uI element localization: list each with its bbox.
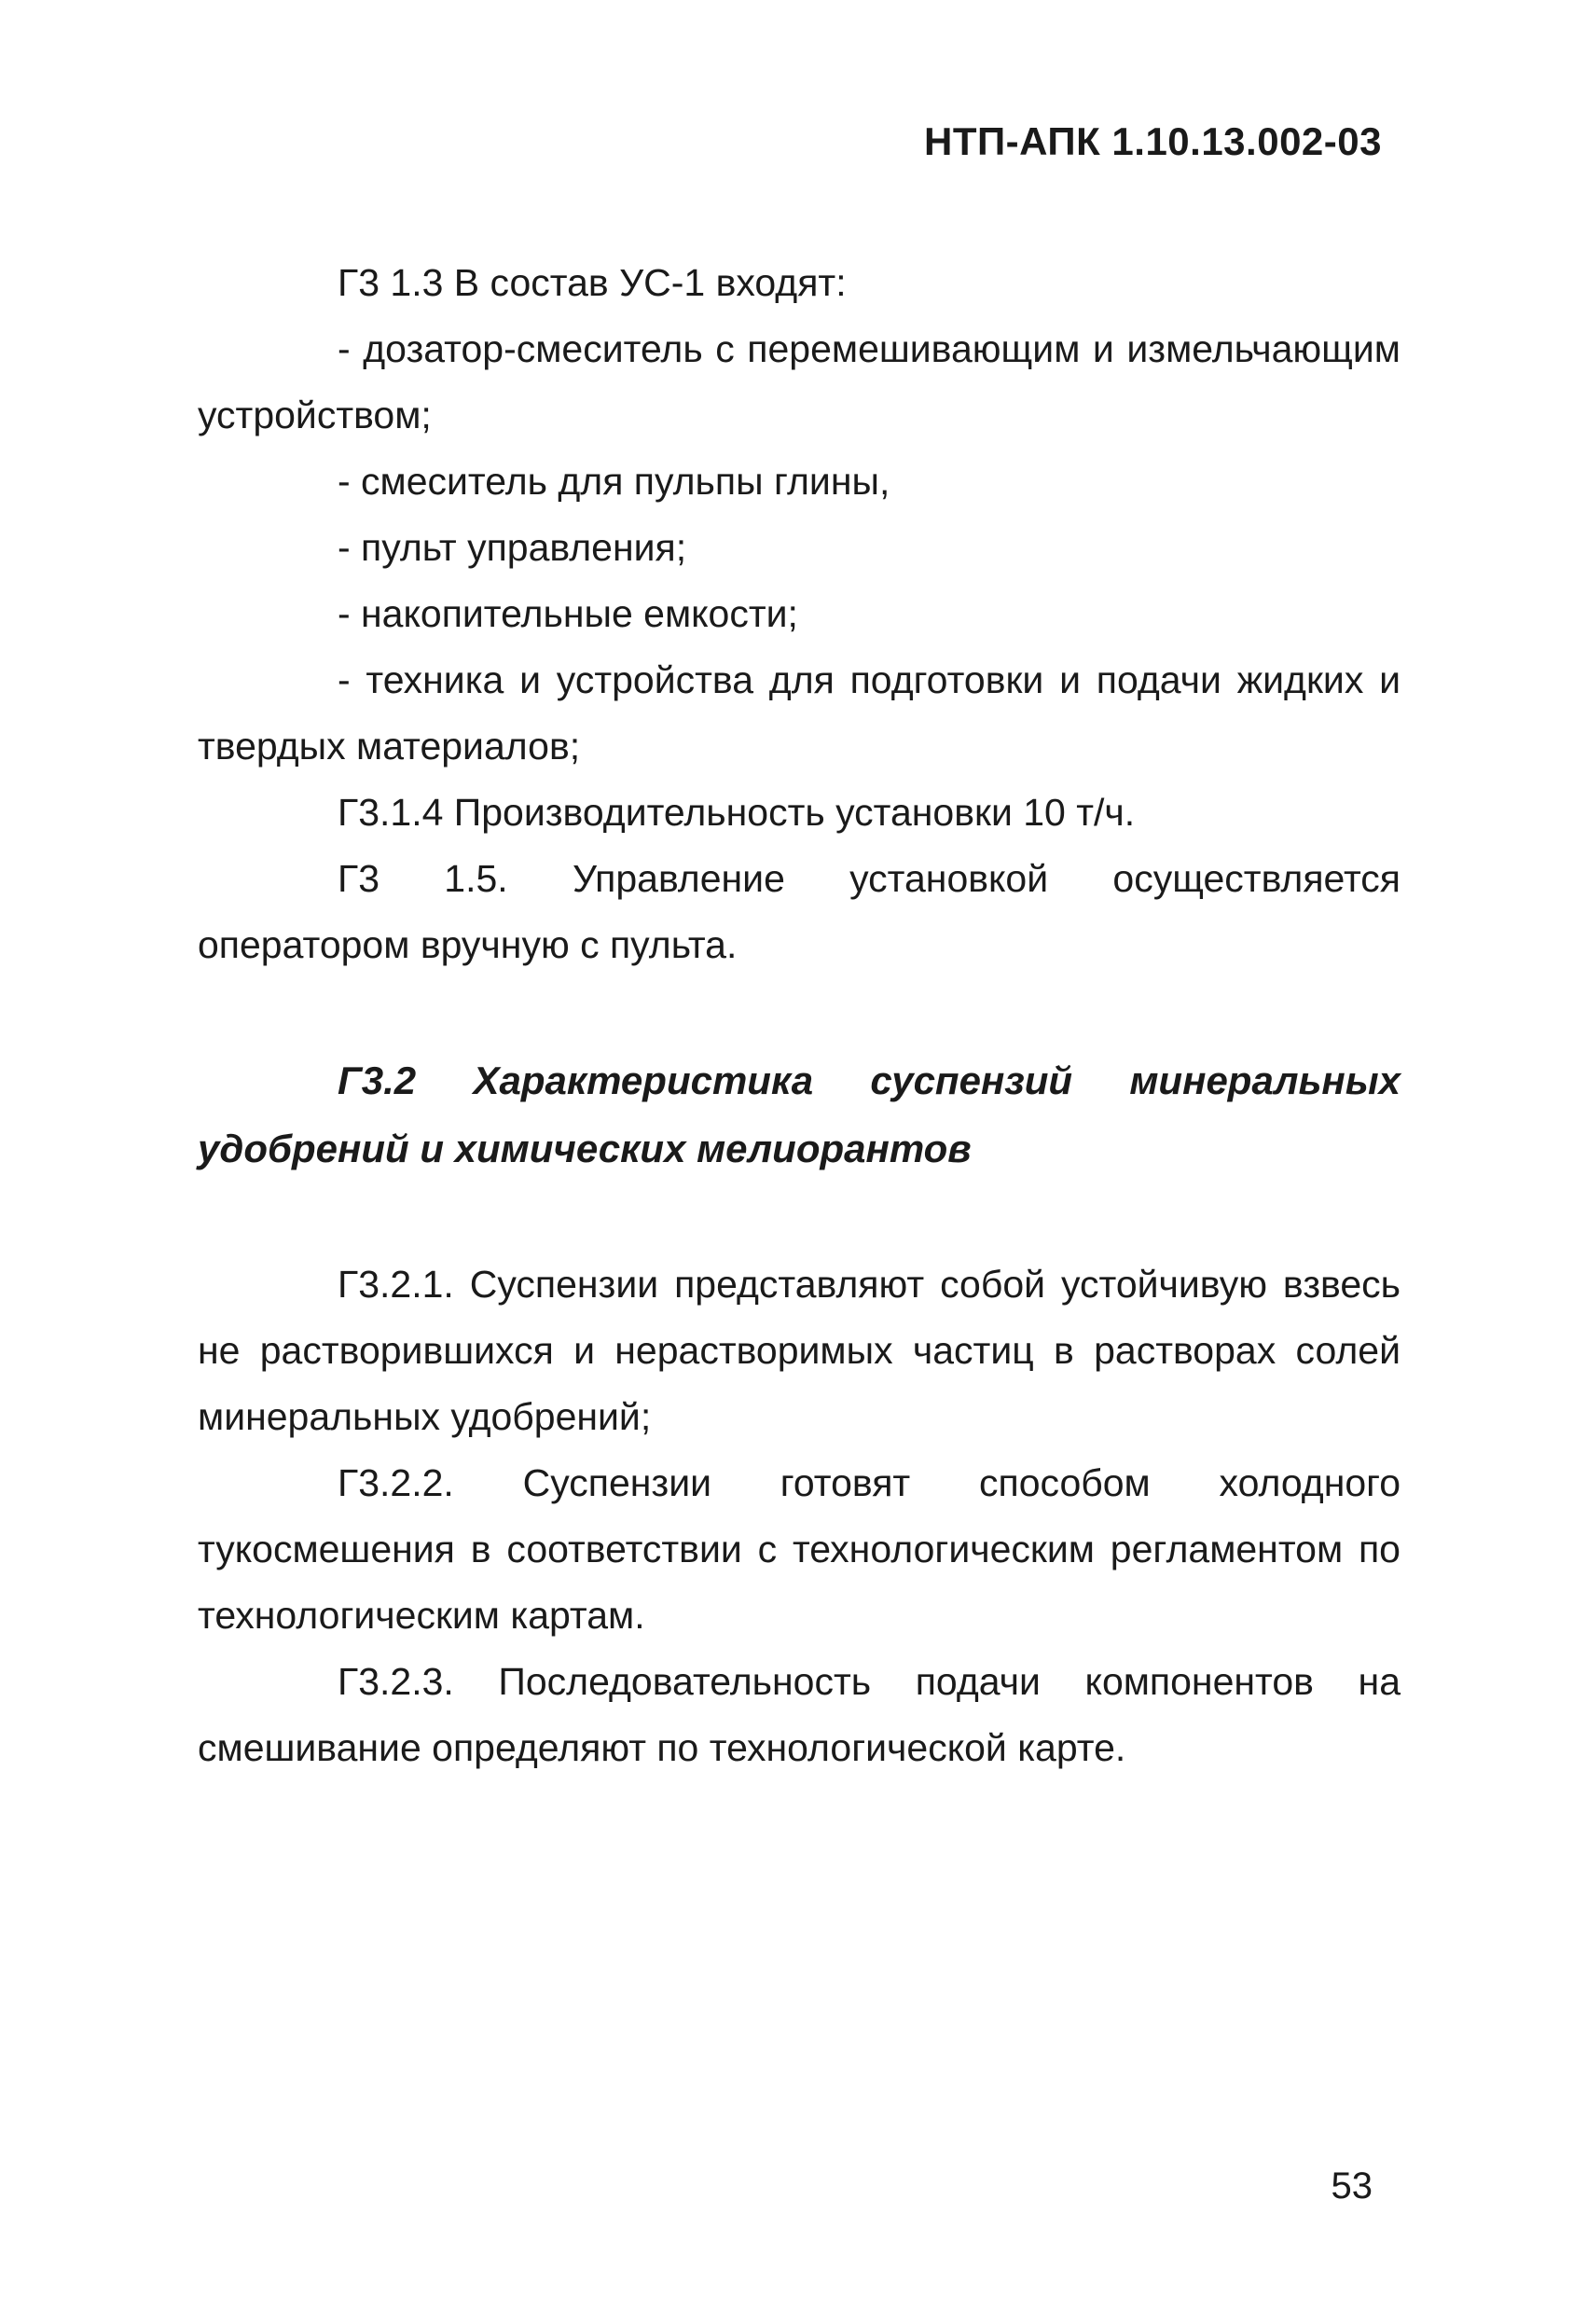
paragraph-g3-2-3: Г3.2.3. Последовательность подачи компонентов на смешивание определяют по технологической карте. — [198, 1660, 1401, 1769]
paragraph-g3-2-2: Г3.2.2. Суспензии готовят способом холодного тукосмешения в соответствии с технологическим регламентом по технологическим картам. — [198, 1461, 1401, 1637]
section-heading-g3-2: Г3.2 Характеристика суспензий минеральных удобрений и химических мелиорантов — [198, 1058, 1401, 1170]
list-item-clay-pulp-mixer: - смеситель для пульпы глины, — [338, 460, 890, 503]
list-item-equipment: - техника и устройства для подготовки и подачи жидких и твердых материалов; — [198, 658, 1401, 768]
list-item-storage-tanks: - накопительные емкости; — [338, 592, 798, 635]
list-item-dispenser-mixer: - дозатор-смеситель с перемешивающим и измельчающим устройством; — [198, 327, 1401, 436]
page-number: 53 — [1331, 2165, 1373, 2206]
section-1-body — [198, 250, 1401, 978]
paragraph-g3-1-4: Г3.1.4 Производительность установки 10 т/ч. — [338, 791, 1136, 834]
list-item-control-panel: - пульт управления; — [338, 526, 687, 569]
paragraph-g3-1-5: Г3 1.5. Управление установкой осуществляется оператором вручную с пульта. — [198, 857, 1401, 966]
document-code: НТП-АПК 1.10.13.002-03 — [923, 119, 1382, 163]
paragraph-g3-2-1: Г3.2.1. Суспензии представляют собой устойчивую взвесь не растворившихся и нерастворимых частиц в растворах солей минеральных удобрений; — [198, 1263, 1401, 1438]
section-2-heading-block — [198, 1046, 1401, 1183]
paragraph-g3-1-3: Г3 1.3 В состав УС-1 входят: — [338, 261, 847, 304]
section-2-body — [198, 1252, 1401, 1781]
